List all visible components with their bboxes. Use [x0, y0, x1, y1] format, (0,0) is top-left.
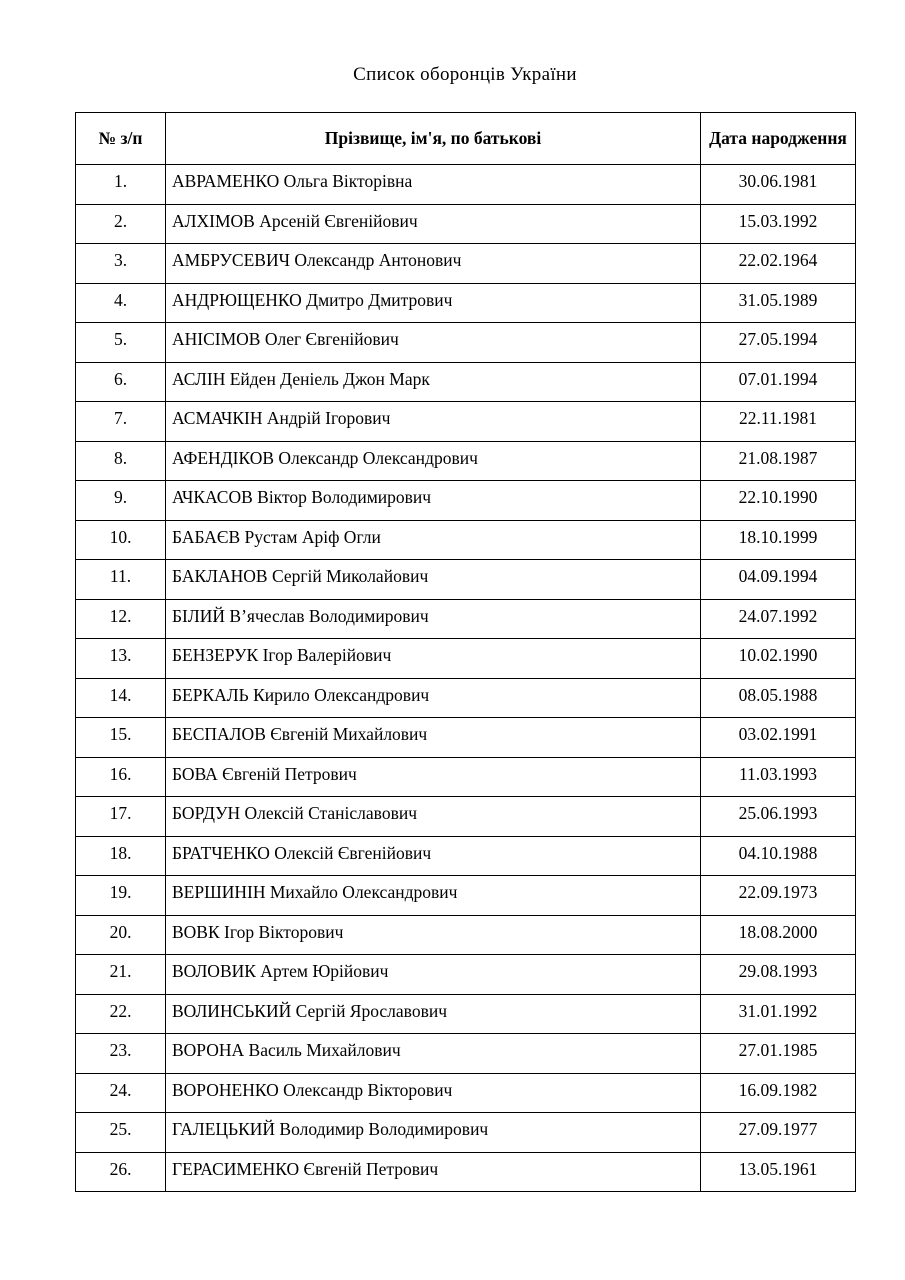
- table-row: [76, 244, 856, 284]
- row-name-cell: БРАТЧЕНКО Олексій Євгенійович: [166, 836, 701, 876]
- table-row: [76, 994, 856, 1034]
- row-number-cell: 10.: [76, 520, 166, 560]
- row-name-cell: БОВА Євгеній Петрович: [166, 757, 701, 797]
- row-birthdate-cell: 22.10.1990: [701, 481, 856, 521]
- row-birthdate-cell: 24.07.1992: [701, 599, 856, 639]
- row-name-cell: АВРАМЕНКО Ольга Вікторівна: [166, 165, 701, 205]
- row-name-cell: ВОЛИНСЬКИЙ Сергій Ярославович: [166, 994, 701, 1034]
- table-row: [76, 560, 856, 600]
- row-name-cell: АНДРЮЩЕНКО Дмитро Дмитрович: [166, 283, 701, 323]
- table-row: [76, 678, 856, 718]
- row-number-cell: 6.: [76, 362, 166, 402]
- row-birthdate-cell: 08.05.1988: [701, 678, 856, 718]
- table-row: [76, 1034, 856, 1074]
- table-body: [76, 165, 856, 1192]
- row-name-cell: АЛХІМОВ Арсеній Євгенійович: [166, 204, 701, 244]
- row-number-cell: 21.: [76, 955, 166, 995]
- row-name-cell: АМБРУСЕВИЧ Олександр Антонович: [166, 244, 701, 284]
- row-number-cell: 15.: [76, 718, 166, 758]
- table-row: [76, 836, 856, 876]
- row-name-cell: БЕСПАЛОВ Євгеній Михайлович: [166, 718, 701, 758]
- row-name-cell: ВОЛОВИК Артем Юрійович: [166, 955, 701, 995]
- row-name-cell: ВОРОНЕНКО Олександр Вікторович: [166, 1073, 701, 1113]
- column-header-name: Прізвище, ім'я, по батькові: [166, 113, 701, 165]
- row-number-cell: 11.: [76, 560, 166, 600]
- row-name-cell: БАКЛАНОВ Сергій Миколайович: [166, 560, 701, 600]
- table-row: [76, 165, 856, 205]
- table-row: [76, 757, 856, 797]
- table-row: [76, 876, 856, 916]
- row-name-cell: БІЛИЙ В’ячеслав Володимирович: [166, 599, 701, 639]
- row-birthdate-cell: 27.01.1985: [701, 1034, 856, 1074]
- row-name-cell: АЧКАСОВ Віктор Володимирович: [166, 481, 701, 521]
- table-row: [76, 797, 856, 837]
- row-birthdate-cell: 27.09.1977: [701, 1113, 856, 1153]
- row-name-cell: АФЕНДІКОВ Олександр Олександрович: [166, 441, 701, 481]
- row-birthdate-cell: 16.09.1982: [701, 1073, 856, 1113]
- row-number-cell: 9.: [76, 481, 166, 521]
- table-row: [76, 362, 856, 402]
- table-header-row: [76, 113, 856, 165]
- row-birthdate-cell: 15.03.1992: [701, 204, 856, 244]
- row-number-cell: 26.: [76, 1152, 166, 1192]
- row-birthdate-cell: 04.10.1988: [701, 836, 856, 876]
- row-birthdate-cell: 03.02.1991: [701, 718, 856, 758]
- row-birthdate-cell: 27.05.1994: [701, 323, 856, 363]
- row-name-cell: БАБАЄВ Рустам Аріф Огли: [166, 520, 701, 560]
- row-number-cell: 22.: [76, 994, 166, 1034]
- table-row: [76, 283, 856, 323]
- row-number-cell: 24.: [76, 1073, 166, 1113]
- row-number-cell: 19.: [76, 876, 166, 916]
- row-number-cell: 25.: [76, 1113, 166, 1153]
- row-birthdate-cell: 31.05.1989: [701, 283, 856, 323]
- row-name-cell: ГЕРАСИМЕНКО Євгеній Петрович: [166, 1152, 701, 1192]
- row-name-cell: ВЕРШИНІН Михайло Олександрович: [166, 876, 701, 916]
- row-birthdate-cell: 13.05.1961: [701, 1152, 856, 1192]
- row-number-cell: 18.: [76, 836, 166, 876]
- table-row: [76, 520, 856, 560]
- row-birthdate-cell: 11.03.1993: [701, 757, 856, 797]
- row-birthdate-cell: 21.08.1987: [701, 441, 856, 481]
- row-number-cell: 23.: [76, 1034, 166, 1074]
- row-number-cell: 17.: [76, 797, 166, 837]
- column-header-number: № з/п: [76, 113, 166, 165]
- row-birthdate-cell: 31.01.1992: [701, 994, 856, 1034]
- row-birthdate-cell: 22.11.1981: [701, 402, 856, 442]
- row-number-cell: 20.: [76, 915, 166, 955]
- row-name-cell: ВОВК Ігор Вікторович: [166, 915, 701, 955]
- row-number-cell: 4.: [76, 283, 166, 323]
- column-header-birthdate: Дата народження: [701, 113, 856, 165]
- row-number-cell: 12.: [76, 599, 166, 639]
- defenders-table: [75, 112, 856, 1192]
- row-number-cell: 16.: [76, 757, 166, 797]
- row-name-cell: ГАЛЕЦЬКИЙ Володимир Володимирович: [166, 1113, 701, 1153]
- row-number-cell: 8.: [76, 441, 166, 481]
- row-name-cell: БЕРКАЛЬ Кирило Олександрович: [166, 678, 701, 718]
- row-birthdate-cell: 10.02.1990: [701, 639, 856, 679]
- row-birthdate-cell: 30.06.1981: [701, 165, 856, 205]
- row-birthdate-cell: 29.08.1993: [701, 955, 856, 995]
- table-row: [76, 639, 856, 679]
- row-name-cell: ВОРОНА Василь Михайлович: [166, 1034, 701, 1074]
- row-birthdate-cell: 25.06.1993: [701, 797, 856, 837]
- row-birthdate-cell: 22.02.1964: [701, 244, 856, 284]
- row-name-cell: АСМАЧКІН Андрій Ігорович: [166, 402, 701, 442]
- table-row: [76, 1152, 856, 1192]
- table-row: [76, 204, 856, 244]
- row-number-cell: 3.: [76, 244, 166, 284]
- row-name-cell: АСЛІН Ейден Деніель Джон Марк: [166, 362, 701, 402]
- table-row: [76, 323, 856, 363]
- table-row: [76, 402, 856, 442]
- table-row: [76, 915, 856, 955]
- row-number-cell: 1.: [76, 165, 166, 205]
- row-number-cell: 2.: [76, 204, 166, 244]
- row-birthdate-cell: 07.01.1994: [701, 362, 856, 402]
- table-row: [76, 441, 856, 481]
- table-row: [76, 481, 856, 521]
- table-row: [76, 599, 856, 639]
- row-number-cell: 13.: [76, 639, 166, 679]
- table-row: [76, 955, 856, 995]
- table-row: [76, 1073, 856, 1113]
- row-number-cell: 14.: [76, 678, 166, 718]
- document-title: Список оборонців України: [353, 64, 577, 85]
- row-birthdate-cell: 18.08.2000: [701, 915, 856, 955]
- row-number-cell: 5.: [76, 323, 166, 363]
- table-row: [76, 718, 856, 758]
- row-birthdate-cell: 04.09.1994: [701, 560, 856, 600]
- row-name-cell: БОРДУН Олексій Станіславович: [166, 797, 701, 837]
- row-birthdate-cell: 18.10.1999: [701, 520, 856, 560]
- table-row: [76, 1113, 856, 1153]
- row-birthdate-cell: 22.09.1973: [701, 876, 856, 916]
- row-name-cell: АНІСІМОВ Олег Євгенійович: [166, 323, 701, 363]
- row-number-cell: 7.: [76, 402, 166, 442]
- row-name-cell: БЕНЗЕРУК Ігор Валерійович: [166, 639, 701, 679]
